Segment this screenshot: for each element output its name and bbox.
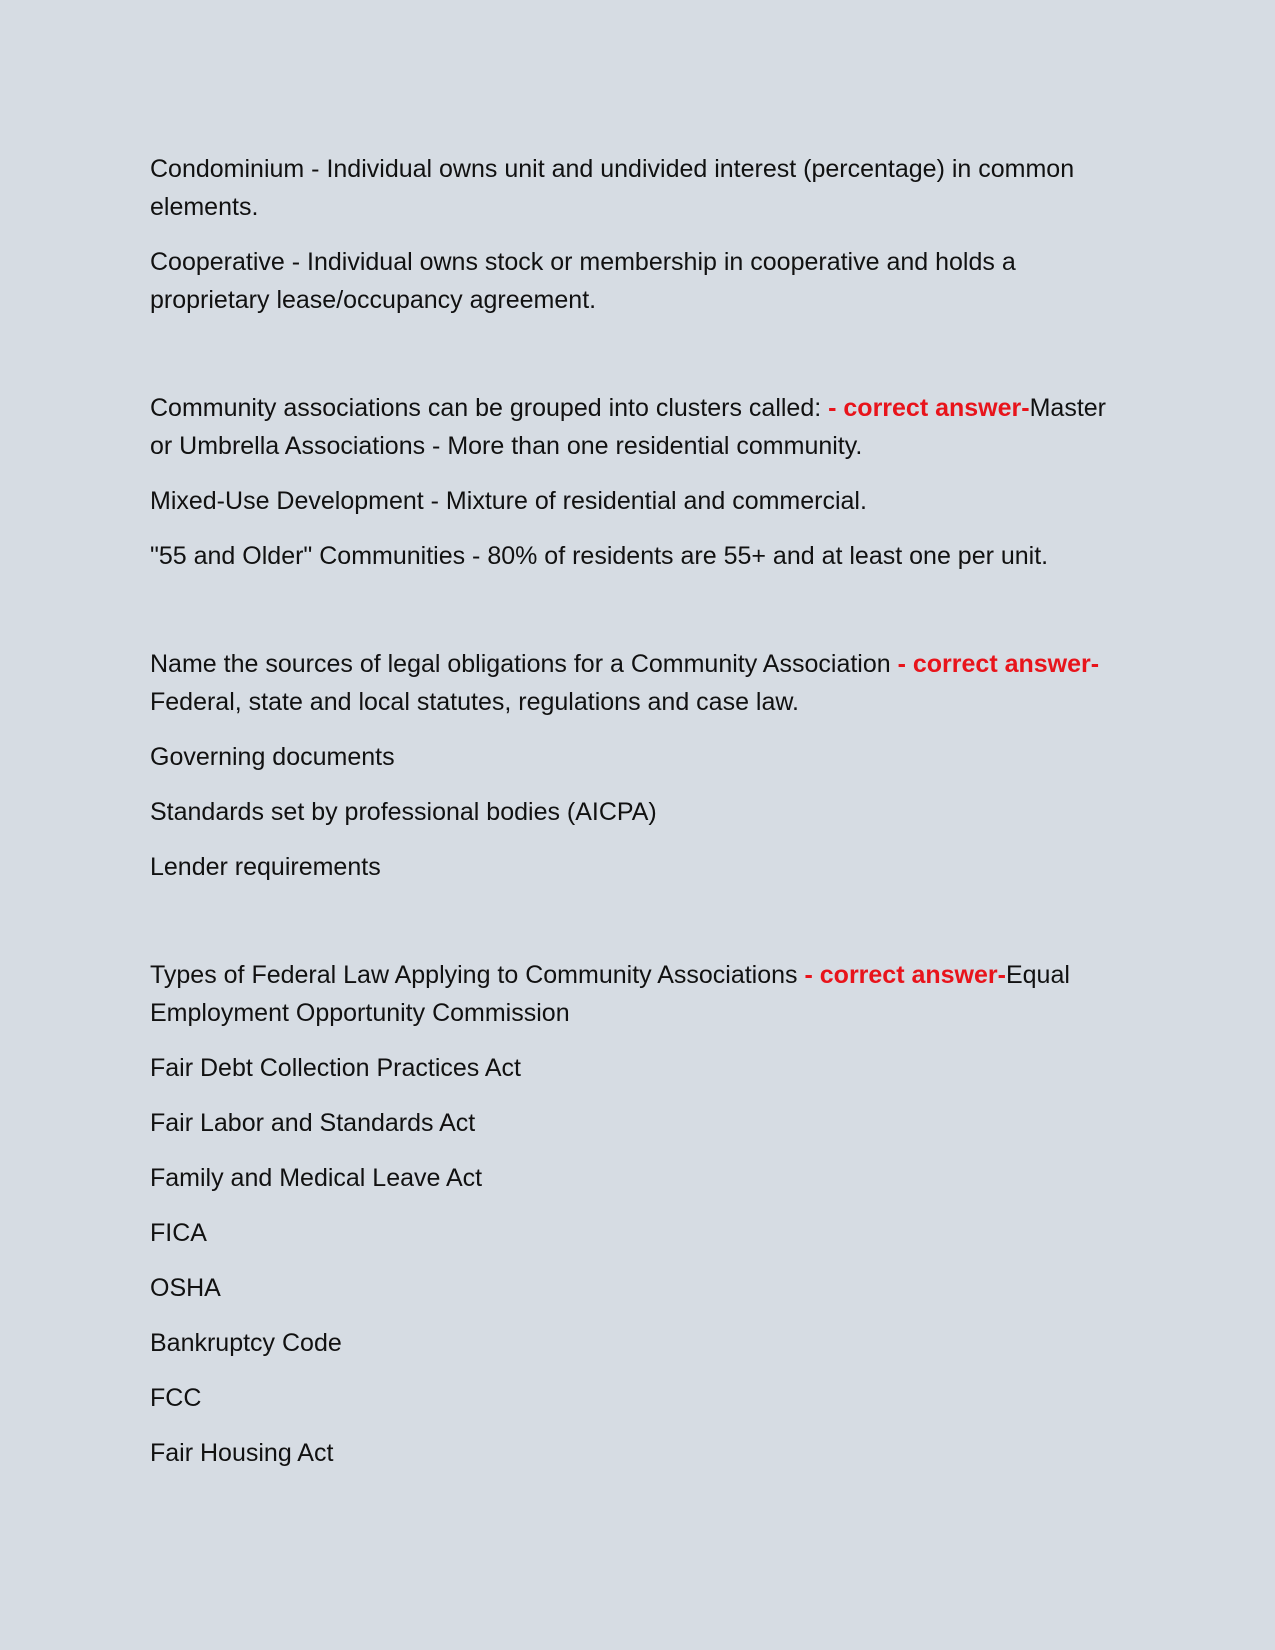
block-separator <box>150 592 1130 645</box>
answer-line: FICA <box>150 1219 207 1247</box>
answer-line: Standards set by professional bodies (AICPA) <box>150 798 657 826</box>
answer-line: Fair Housing Act <box>150 1439 334 1467</box>
question-legal-obligations <box>150 645 1130 721</box>
answer-text: Equal Employment Opportunity Commission <box>150 961 1070 1027</box>
answer-line: Fair Labor and Standards Act <box>150 1109 476 1137</box>
block-separator <box>150 903 1130 956</box>
question-federal-law <box>150 956 1130 1032</box>
definition-condominium: Condominium - Individual owns unit and undivided interest (percentage) in common elements. <box>150 155 1075 221</box>
correct-answer-marker: - correct answer- <box>804 961 1006 989</box>
block-separator <box>150 336 1130 389</box>
question-text: Community associations can be grouped into clusters called: <box>150 394 829 422</box>
answer-line: Governing documents <box>150 743 395 771</box>
correct-answer-marker: - correct answer- <box>897 650 1100 678</box>
answer-line: Lender requirements <box>150 853 381 881</box>
definition-cooperative: Cooperative - Individual owns stock or membership in cooperative and holds a proprietary lease/occupancy agreement. <box>150 248 1016 314</box>
answer-line: "55 and Older" Communities - 80% of residents are 55+ and at least one per unit. <box>150 542 1049 570</box>
question-text: Name the sources of legal obligations for a Community Association <box>150 650 898 678</box>
answer-line: Bankruptcy Code <box>150 1329 342 1357</box>
answer-line: Family and Medical Leave Act <box>150 1164 483 1192</box>
answer-line: Mixed-Use Development - Mixture of residential and commercial. <box>150 487 867 515</box>
answer-line: OSHA <box>150 1274 221 1302</box>
correct-answer-marker: - correct answer- <box>828 394 1030 422</box>
question-text: Types of Federal Law Applying to Community Associations <box>150 961 805 989</box>
answer-text: Master or Umbrella Associations - More than one residential community. <box>150 394 1106 460</box>
answer-line: Fair Debt Collection Practices Act <box>150 1054 521 1082</box>
answer-line: FCC <box>150 1384 202 1412</box>
document-page <box>150 150 1130 1489</box>
question-community-clusters <box>150 389 1130 465</box>
answer-text: Federal, state and local statutes, regulations and case law. <box>150 688 799 716</box>
